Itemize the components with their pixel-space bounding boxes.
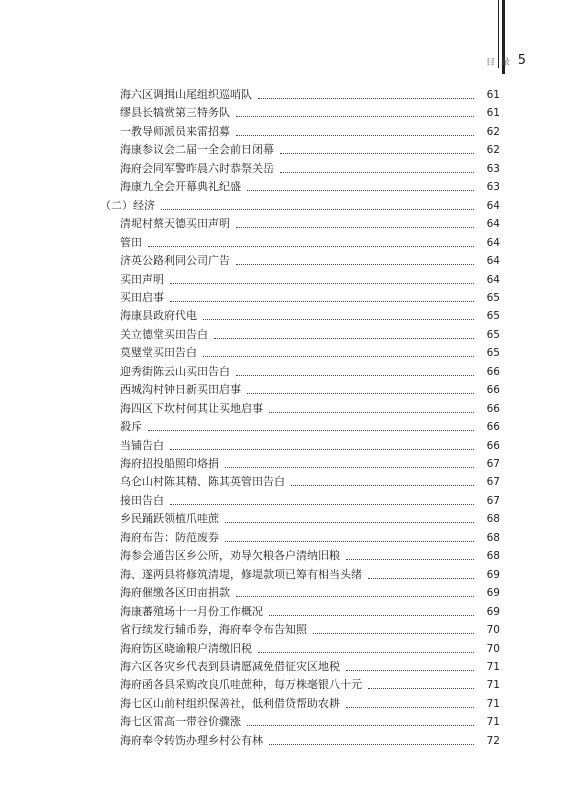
toc-entry-title: （二）经济: [100, 198, 155, 212]
toc-entry-page: 62: [486, 125, 500, 138]
toc-entry-page: 70: [486, 642, 500, 655]
toc-entry: [120, 433, 500, 453]
toc-entry-page: 64: [486, 199, 500, 212]
toc-entry-page: 65: [486, 291, 500, 304]
toc-entry: [120, 691, 500, 711]
toc-dot-leader: [258, 652, 474, 653]
toc-entry: [120, 672, 500, 692]
toc-entry-page: 62: [486, 144, 500, 157]
toc-entry: [120, 525, 500, 545]
toc-entry-title: 关立德堂买田告白: [120, 327, 208, 341]
toc-entry-title: 济英公路利同公司广告: [120, 254, 230, 268]
toc-entry-title: 西城沟村钟日新买田启事: [120, 383, 241, 397]
toc-dot-leader: [225, 541, 474, 542]
toc-entry-page: 72: [486, 734, 500, 747]
toc-entry: [120, 211, 500, 231]
toc-entry-title: 海六区各灾乡代表到县请愿减免借征灾区地税: [120, 659, 340, 673]
toc-entry: [120, 359, 500, 379]
toc-entry-title: 海七区山前村组织保善社，低利借贷帮助农耕: [120, 696, 340, 710]
toc-entry: [120, 617, 500, 637]
toc-entry: [120, 654, 500, 674]
toc-entry-page: 71: [486, 679, 500, 692]
toc-section-heading: [100, 193, 500, 213]
toc-dot-leader: [313, 633, 474, 634]
toc-dot-leader: [236, 264, 474, 265]
toc-entry-title: 海康参议会二届一全会前日闭幕: [120, 143, 274, 157]
toc-entry-page: 65: [486, 328, 500, 341]
toc-entry: [120, 156, 500, 176]
toc-entry: [120, 709, 500, 729]
toc-entry-page: 68: [486, 513, 500, 526]
toc-entry: [120, 100, 500, 120]
toc-entry: [120, 451, 500, 471]
toc-dot-leader: [247, 725, 474, 726]
toc-entry: [120, 488, 500, 508]
toc-entry: [120, 414, 500, 434]
toc-entry-page: 67: [486, 458, 500, 470]
toc-entry: [120, 377, 500, 397]
toc-entry-page: 70: [486, 624, 500, 637]
toc-dot-leader: [148, 246, 474, 247]
toc-entry: [120, 469, 500, 489]
toc-entry: [120, 248, 500, 268]
toc-entry: [120, 322, 500, 342]
toc-entry-page: 66: [486, 402, 500, 415]
toc-entry-title: 买田启事: [120, 290, 164, 304]
toc-dot-leader: [346, 559, 474, 560]
toc-entry-title: 海康九全会开幕典礼纪盛: [120, 180, 241, 194]
toc-dot-leader: [269, 615, 474, 616]
toc-entry: [120, 303, 500, 323]
toc-dot-leader: [368, 688, 474, 689]
toc-entry: [120, 580, 500, 600]
toc-entry-page: 66: [486, 365, 500, 378]
toc-entry-title: 海七区雷高一带谷价骤涨: [120, 715, 241, 729]
toc-entry-page: 71: [486, 697, 500, 710]
toc-entry-title: 海六区调揖山尾组织巡哨队: [120, 88, 252, 101]
toc-dot-leader: [269, 744, 474, 745]
toc-entry-page: 71: [486, 660, 500, 673]
toc-entry: [120, 599, 500, 619]
toc-entry: [120, 562, 500, 582]
toc-entry-page: 63: [486, 162, 500, 175]
toc-entry-title: 管田: [120, 235, 142, 249]
toc-entry-page: 65: [486, 347, 500, 360]
toc-entry-title: 一教导师派员来雷招募: [120, 124, 230, 138]
toc-dot-leader: [148, 430, 474, 431]
toc-dot-leader: [170, 449, 474, 450]
toc-entry-title: 乌仑山村陈其精、陈其英管田告白: [120, 475, 285, 489]
toc-entry-page: 61: [486, 89, 500, 101]
toc-dot-leader: [269, 412, 474, 413]
toc-entry-page: 66: [486, 421, 500, 434]
toc-entry-page: 66: [486, 384, 500, 397]
toc-entry-title: 海府奉令转饬办理乡村公有林: [120, 733, 263, 747]
toc-dot-leader: [368, 578, 474, 579]
toc-dot-leader: [346, 707, 474, 708]
toc-entry: [120, 119, 500, 139]
toc-dot-leader: [203, 356, 474, 357]
toc-dot-leader: [170, 504, 474, 505]
toc-entry-page: 69: [486, 587, 500, 600]
toc-dot-leader: [247, 393, 474, 394]
toc-dot-leader: [225, 467, 474, 468]
toc-entry-page: 68: [486, 531, 500, 544]
toc-entry-title: 海府布告：防范废券: [120, 530, 219, 544]
toc-entry-page: 61: [486, 107, 500, 120]
toc-dot-leader: [203, 319, 474, 320]
toc-dot-leader: [170, 301, 474, 302]
toc-dot-leader: [236, 375, 474, 376]
toc-entry: [120, 137, 500, 157]
toc-entry-title: 殺斥: [120, 420, 142, 434]
toc-entry-title: 海府函各县采购改良爪哇蔗种，每万株毫银八十元: [120, 678, 362, 692]
toc-dot-leader: [236, 596, 474, 597]
toc-entry-title: 海府招投船照印烙捐: [120, 457, 219, 470]
toc-entry-title: 海、遂两县将修筑清堤，修堤款项已筹有相当头绪: [120, 567, 362, 581]
toc-entry-page: 69: [486, 605, 500, 618]
toc-entry-title: 海四区下坎村何其让买地启事: [120, 401, 263, 415]
toc-entry-page: 67: [486, 476, 500, 489]
toc-dot-leader: [214, 338, 474, 339]
toc-dot-leader: [280, 153, 474, 154]
toc-entry-page: 69: [486, 568, 500, 581]
toc-dot-leader: [291, 485, 474, 486]
toc-entry: [120, 396, 500, 416]
toc-entry-title: 买田声明: [120, 272, 164, 286]
toc-entry-title: 迎秀街陈云山买田告白: [120, 364, 230, 378]
running-title: 目录: [485, 57, 516, 68]
toc-entry: [120, 230, 500, 250]
toc-entry: [120, 285, 500, 305]
toc-entry-page: 67: [486, 494, 500, 507]
toc-dot-leader: [170, 283, 474, 284]
toc-entry: [120, 543, 500, 563]
toc-entry-page: 65: [486, 310, 500, 323]
toc-dot-leader: [258, 98, 474, 99]
toc-entry-title: 海康县政府代电: [120, 309, 197, 323]
toc-entry-title: 海康蕃殖场十一月份工作概况: [120, 604, 263, 618]
toc-entry-title: 当铺告白: [120, 438, 164, 452]
toc-entry: [120, 82, 500, 102]
toc-entry-page: 68: [486, 550, 500, 563]
toc-entry-page: 64: [486, 236, 500, 249]
toc-entry: [120, 340, 500, 360]
toc-dot-leader: [247, 190, 474, 191]
toc-entry-page: 66: [486, 439, 500, 452]
toc-entry-page: 64: [486, 273, 500, 286]
toc-entry: [120, 506, 500, 526]
toc-entry-title: 缪县长犒赏第三特务队: [120, 106, 230, 120]
toc-entry-page: 64: [486, 255, 500, 268]
toc-entry-title: 乡民踊跃领植爪哇蔗: [120, 512, 219, 526]
toc-dot-leader: [236, 227, 474, 228]
toc-entry-title: 莫璧堂买田告白: [120, 346, 197, 360]
toc-entry-page: 71: [486, 716, 500, 729]
toc-entry: [120, 728, 500, 748]
toc-entry: [120, 636, 500, 656]
toc-entry-page: 63: [486, 181, 500, 194]
toc-entry: [120, 267, 500, 287]
toc-entry-title: 海府饬区晓谕粮户清缴旧税: [120, 641, 252, 655]
toc-dot-leader: [236, 135, 474, 136]
toc-dot-leader: [161, 209, 474, 210]
toc-entry-title: 海府会同军警昨晨六时恭祭关岳: [120, 161, 274, 175]
toc-dot-leader: [346, 670, 474, 671]
toc-dot-leader: [236, 116, 474, 117]
toc-entry-page: 64: [486, 218, 500, 231]
toc-entry-title: 清坭村蔡天德买田声明: [120, 217, 230, 231]
toc-entry-title: 海参会通告区乡公所，劝导欠粮各户清纳旧粮: [120, 549, 340, 563]
toc-entry-title: 海府催缴各区田亩捐款: [120, 586, 230, 600]
toc-dot-leader: [280, 172, 474, 173]
page-number: 5: [517, 53, 526, 68]
toc-entry-title: 接田告白: [120, 493, 164, 507]
toc-entry-title: 省行续发行辅币券，海府奉令布告知照: [120, 623, 307, 637]
toc-dot-leader: [225, 522, 474, 523]
toc-entry: [120, 174, 500, 194]
